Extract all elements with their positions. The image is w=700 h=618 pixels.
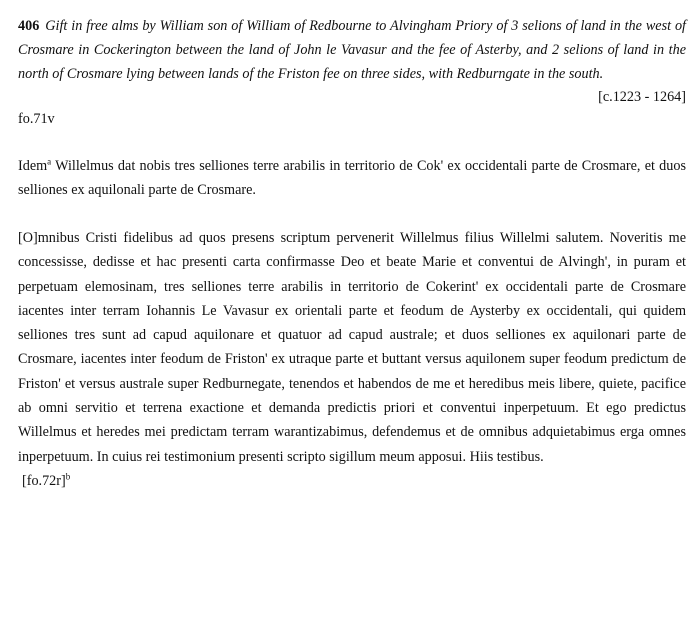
end-folio-reference [18,469,686,493]
rubric-paragraph [18,154,686,202]
footnote-mark-b: b [65,471,71,482]
charter-text: [O]mnibus Cristi fidelibus ad quos presens scriptum pervenerit Willelmus filius Willelmi salutem. Noveritis me concessisse, dedisse et hac presenti carta confirmasse Deo et beate Marie et conventui de Alvingh', in puram et perpetuam elemosinam, tres selliones terre arabilis in territorio de Cokerint' ex occidentali parte de Crosmare iacentes inter terram Iohannis Le Vavasur ex orientali parte et feodum de Aysterby ex occidentali, qui quidem selliones tres sunt ad capud aquilonare et quatuor ad capud australe; et duos selliones ex aquilonari parte de Crosmare, iacentes inter feodum de Friston' ex utraque parte et buttant versus aquilonem super feodum predictum de Friston' et versus australe super Redburnegate, tenendos et habendos de me et heredibus meis libere, quiete, pacifice ab omni servitio et terrena exactione et demanda predictis priori et conventui inperpetuum. Et ego predictus Willelmus et heredes mei predictam terram warantizabimus, defendemus et de omnibus adquietabimus erga omnes inperpetuum. In cuius rei testimonium presenti scripto sigillum meum apposui. Hiis testibus. [18,230,686,465]
folio-reference: fo.71v [18,111,55,127]
entry-date: [c.1223 - 1264] [598,89,686,105]
rubric-text-rest: Willelmus dat nobis tres selliones terre arabilis in territorio de Cok' ex occidentali parte de Crosmare, et duos selliones ex aquilonali parte de Crosmare. [18,158,686,198]
entry-number: 406 [18,18,40,34]
document-page [18,14,686,493]
entry-description: Gift in free alms by William son of William of Redbourne to Alvingham Priory of 3 selions of land in the west of Crosmare in Cockerington between the land of John le Vavasur and the fee of Asterby, and 2 selions of land in the north of Crosmare lying between lands of the Friston fee on three sides, with Redburngate in the south. [18,18,686,82]
footnote-mark-a: a [47,156,52,167]
end-folio-text: [fo.72r] [22,472,66,489]
rubric-text-start: Idem [18,158,48,174]
entry-heading [18,14,686,86]
